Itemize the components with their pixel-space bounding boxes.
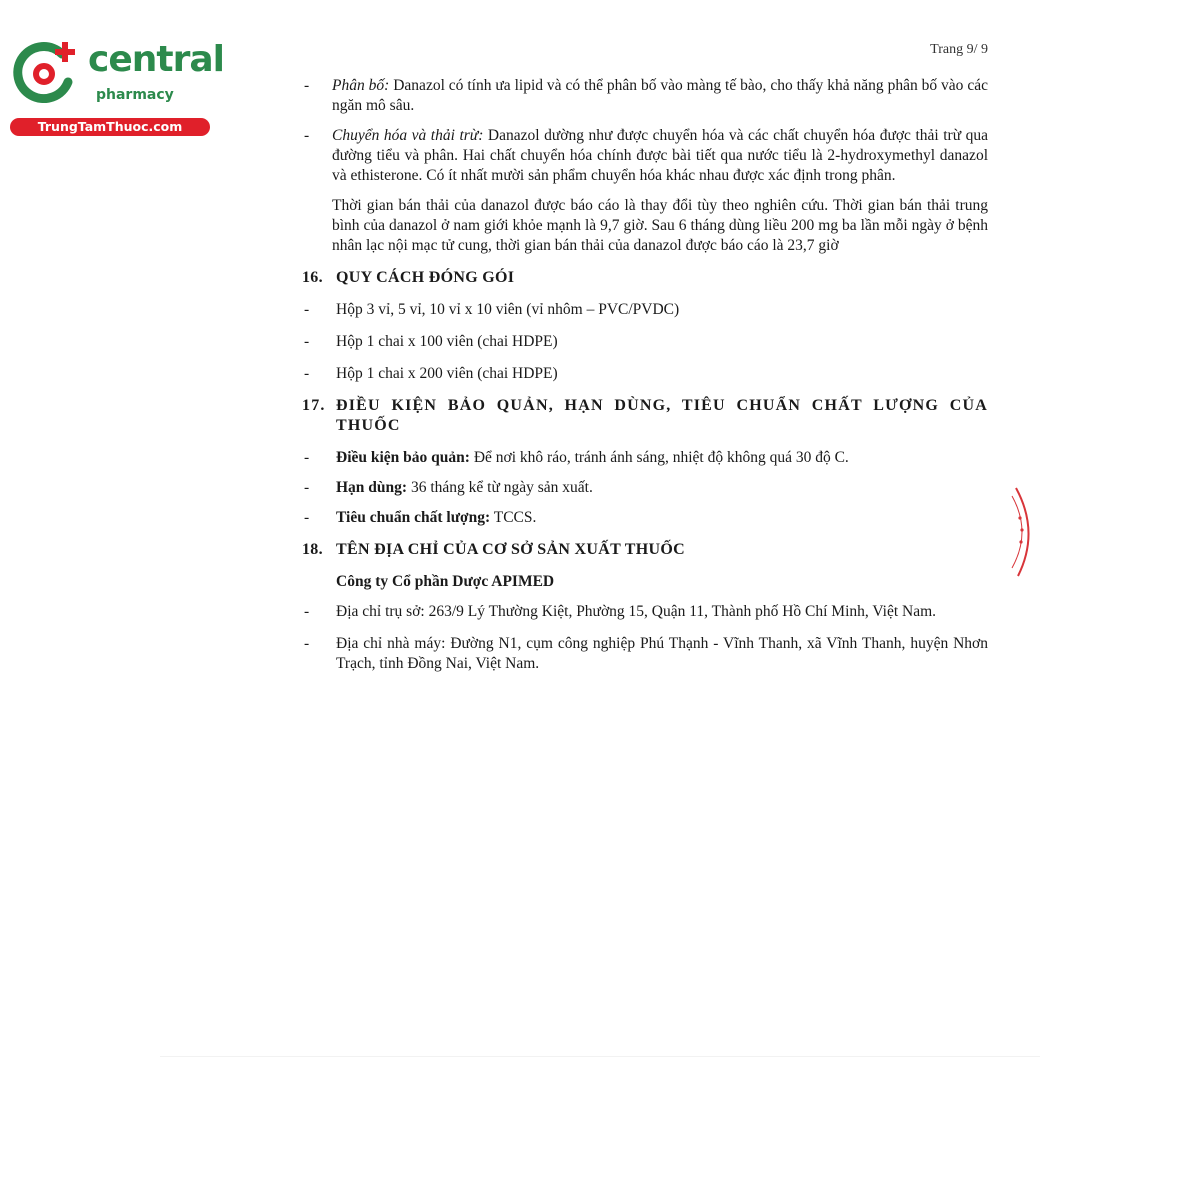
- section-16-heading: [300, 268, 988, 288]
- central-pharmacy-logo-icon: [10, 38, 80, 108]
- distribution-item: [300, 76, 988, 116]
- quality-item: [300, 508, 988, 528]
- expiry-label: Hạn dùng:: [336, 479, 408, 496]
- packaging-item: - Hộp 1 chai x 100 viên (chai HDPE): [300, 332, 988, 352]
- section-16-title: QUY CÁCH ĐÓNG GÓI: [336, 269, 515, 286]
- section-17-title: ĐIỀU KIỆN BẢO QUẢN, HẠN DÙNG, TIÊU CHUẨN CHẤT LƯỢNG CỦA THUỐC: [336, 397, 988, 434]
- central-pharmacy-logo: [10, 36, 224, 136]
- red-seal-stamp-icon: [1010, 484, 1040, 580]
- section-17-number: 17.: [302, 397, 326, 414]
- section-18-number: 18.: [302, 541, 323, 558]
- halflife-paragraph: Thời gian bán thải của danazol được báo cáo là thay đổi tùy theo nghiên cứu. Thời gian bán thải trung bình của danazol ở nam giới khỏe mạnh là 9,7 giờ. Sau 6 tháng dùng liều 200 mg ba lần mỗi ngày ở bệnh nhân lạc nội mạc tử cung, thời gian bán thải của danazol được báo cáo là 23,7 giờ: [332, 197, 988, 254]
- expiry-item: [300, 478, 988, 498]
- section-18-heading: [300, 540, 988, 560]
- section-17-heading: [300, 396, 988, 436]
- logo-url-badge: TrungTamThuoc.com: [10, 118, 210, 136]
- storage-item: [300, 448, 988, 468]
- expiry-text: 36 tháng kể từ ngày sản xuất.: [407, 479, 593, 496]
- quality-text: TCCS.: [490, 509, 537, 526]
- metabolism-label: Chuyển hóa và thải trừ:: [332, 127, 484, 144]
- distribution-text: Danazol có tính ưa lipid và có thể phân bố vào màng tế bào, cho thấy khả năng phân bố vào các ngăn mô sâu.: [332, 77, 988, 114]
- logo-subtitle: pharmacy: [96, 87, 174, 103]
- metabolism-text: Danazol dường như được chuyển hóa và các chất chuyển hóa được thải trừ qua đường tiểu và phân. Hai chất chuyển hóa chính được bài tiết qua nước tiểu là 2-hydroxymethyl danazol và ethisterone. Có ít nhất mười sản phẩm chuyển hóa khác nhau được xác định trong phân.: [332, 127, 988, 184]
- page-number: Trang 9/ 9: [930, 42, 988, 57]
- manufacturer-name: Công ty Cổ phần Dược APIMED: [336, 573, 555, 590]
- packaging-item: - Hộp 1 chai x 200 viên (chai HDPE): [300, 364, 988, 384]
- storage-label: Điều kiện bảo quản:: [336, 449, 470, 466]
- hq-address: - Địa chỉ trụ sở: 263/9 Lý Thường Kiệt, Phường 15, Quận 11, Thành phố Hồ Chí Minh, Việt Nam.: [300, 602, 988, 622]
- scan-artifact-line: [160, 1056, 1040, 1057]
- document-body: [300, 76, 988, 684]
- section-16-number: 16.: [302, 269, 323, 286]
- logo-wordmark: central: [88, 39, 224, 80]
- metabolism-item: [300, 126, 988, 186]
- factory-address: - Địa chỉ nhà máy: Đường N1, cụm công nghiệp Phú Thạnh - Vĩnh Thanh, xã Vĩnh Thanh, huyện Nhơn Trạch, tỉnh Đồng Nai, Việt Nam.: [300, 634, 988, 674]
- storage-text: Để nơi khô ráo, tránh ánh sáng, nhiệt độ không quá 30 độ C.: [469, 449, 849, 466]
- section-18-title: TÊN ĐỊA CHỈ CỦA CƠ SỞ SẢN XUẤT THUỐC: [336, 541, 685, 558]
- packaging-item: - Hộp 3 vỉ, 5 vỉ, 10 vỉ x 10 viên (vỉ nhôm – PVC/PVDC): [300, 300, 988, 320]
- distribution-label: Phân bố:: [332, 77, 390, 94]
- quality-label: Tiêu chuẩn chất lượng:: [336, 509, 491, 526]
